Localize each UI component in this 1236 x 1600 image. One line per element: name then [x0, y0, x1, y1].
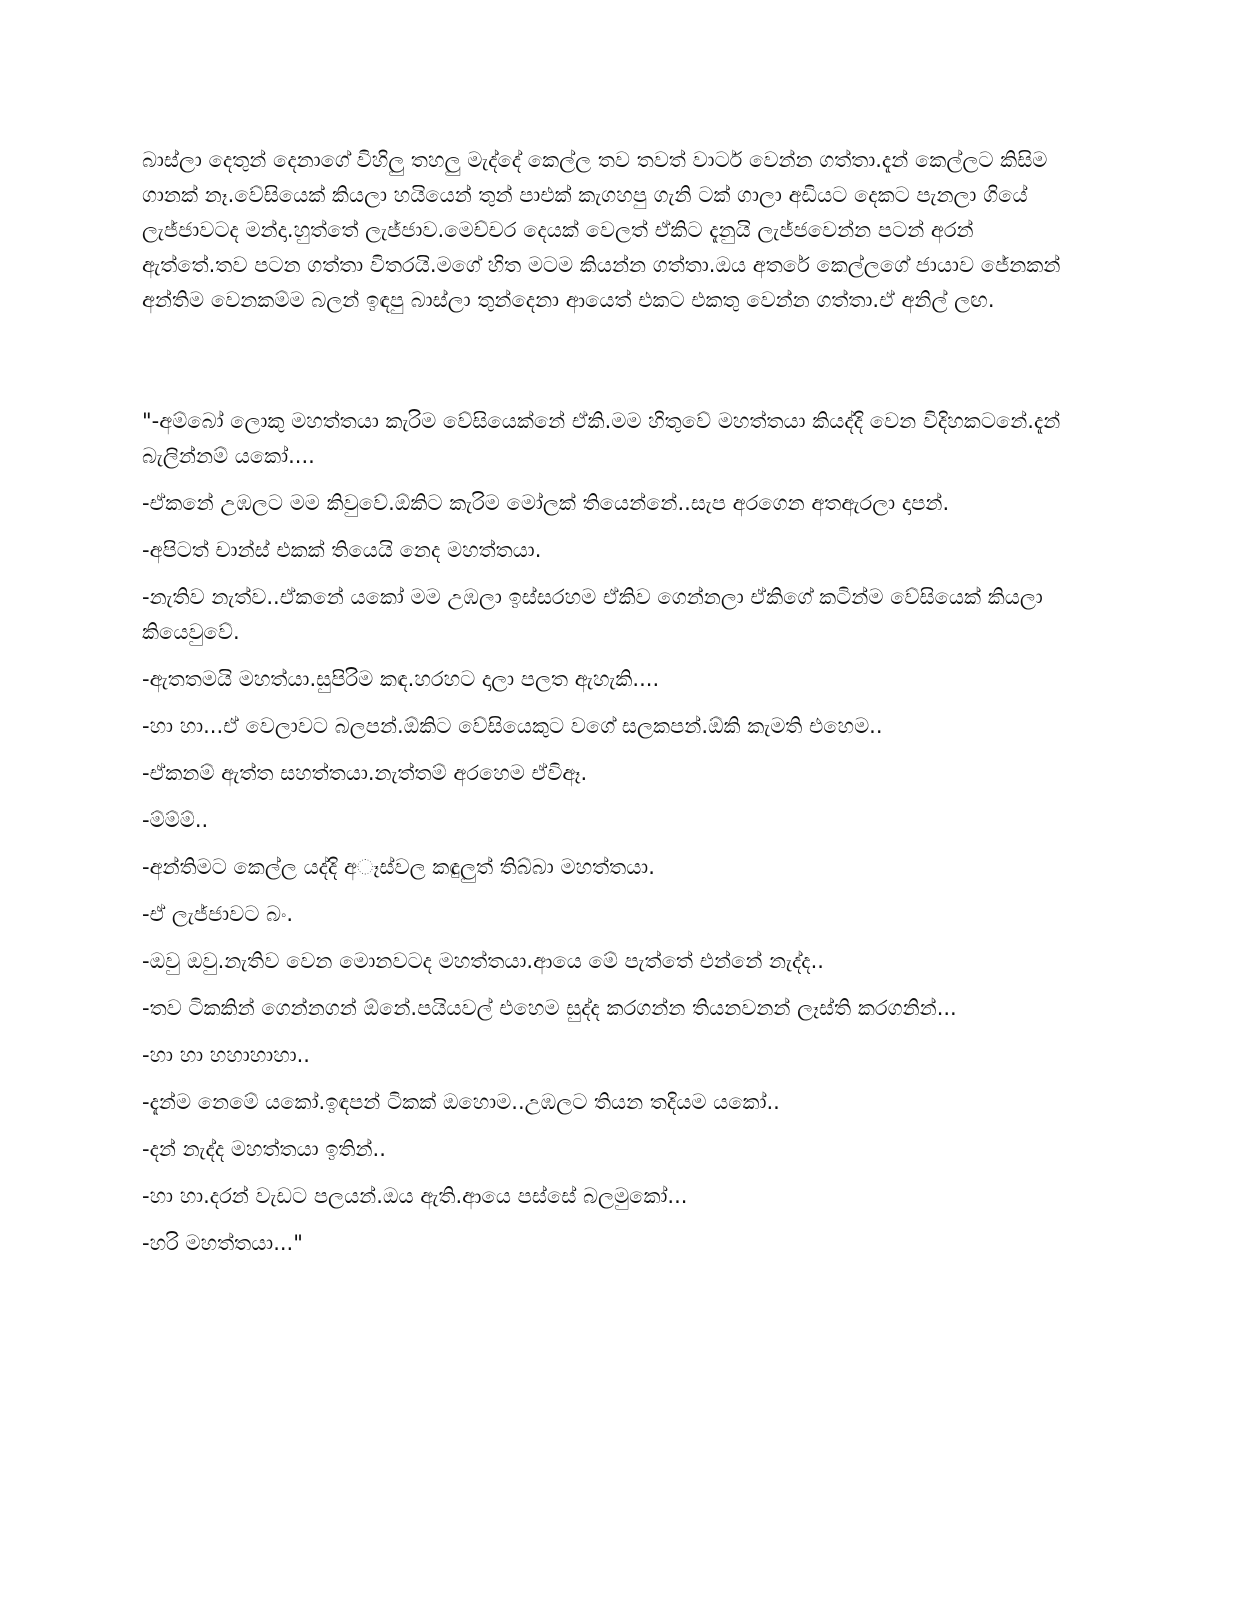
page-content	[142, 143, 1082, 1273]
dialogue-line: -ඒ ලැජ්ජාවට බං.	[142, 902, 294, 926]
dialogue-line: -හා හා හහාහාහා..	[142, 1043, 310, 1067]
dialogue-line: -නැතිව නැත්ව..ඒකනේ යකෝ මම උඹලා ඉස්සරහම ඒකිව ගෙන්නලා ඒකිගේ කටින්ම වේසියෙක් කියලා කියෙවුවේ.	[142, 585, 1043, 644]
dialogue-line: -දන් නැද්ද මහත්තයා ඉතින්..	[142, 1137, 386, 1161]
dialogue-line: -ඔවු ඔවු.නැතිව වෙන මොනවටද මහත්තයා.ආයෙ මේ පැත්තේ එන්නේ නැද්ද..	[142, 949, 824, 973]
dialogue-line: -ඒකනම් ඇත්ත සහත්තයා.නැත්තම් අරහෙම ඒවිඈ.	[142, 761, 588, 785]
dialogue-line: "-අම්බෝ ලොකු මහත්තයා කැරිම වේසියෙක්නේ ඒකි.මම හිතුවේ මහත්තයා කියද්දි වෙන විදිහකටනේ.දැන් බැලින්නම් යකෝ....	[142, 409, 1061, 468]
narration-paragraph: බාස්ලා දෙතුන් දෙනාගේ විහිලු තහලු මැද්දේ කෙල්ල තව තවත් වාටර් වෙන්න ගත්තා.දැන් කෙල්ලට කිසිම ගානක් නෑ.වේසියෙක් කියලා හයියෙන් තුන් පාඑක් කැගහපු ගැනි ටක් ගාලා අඩියට දෙකට පැනලා ගියේ ලැජ්ජාවටද මන්දා.හුත්තේ ලැජ්ජාව.මෙච්චර දෙයක් වෙලත් ඒකිට දැනුයි ලැජ්ජවෙන්න පටන් අරන් ඇත්තේ.තව පටන ගත්තා විතරයි.මගේ හිත මටම කියන්න ගත්තා.ඔය අතරේ කෙල්ලගේ ජායාව ජේනකන් අන්තිම වෙනකම්ම බලන් ඉඳපු බාස්ලා තුන්දෙනා ආයෙත් එකට එකතු වෙන්න ගත්තා.ඒ අනිල් ලඟ.	[142, 148, 1061, 312]
dialogue-line: -තව ටිකකින් ගෙන්නගන් ඕනේ.පයියවල් එහෙම සුද්ද කරගන්න තියනවනන් ලෑස්ති කරගනින්...	[142, 996, 957, 1020]
dialogue-line: -දැන්ම නෙමේ යකෝ.ඉඳපන් ටිකක් ඔහොම..උඹලට තියන තදියම යකෝ..	[142, 1090, 780, 1114]
dialogue-block	[142, 404, 1082, 1261]
dialogue-line: -ඇතතමයි මහත්යා.සුපිරිම කඳ.හරහට දාලා පලත ඇහැකි....	[142, 667, 660, 691]
dialogue-line: -හා හා.දරන් වැඩට පලයන්.ඔය ඇති.ආයෙ පස්සේ බලමුකෝ...	[142, 1184, 688, 1208]
dialogue-line: -ම්ම්ම්..	[142, 808, 209, 832]
dialogue-line: -අපිටත් චාන්ස් එකක් තියෙයි නෙද මහත්තයා.	[142, 538, 542, 562]
dialogue-line: -අන්තිමට කෙල්ල යද්දි අෑස්වල කඳුලුත් තිබ්බා මහත්තයා.	[142, 855, 655, 879]
dialogue-line: -හරි මහත්තයා..."	[142, 1231, 303, 1255]
dialogue-line: -හා හා...ඒ වෙලාවට බලපන්.ඕකිට වේසියෙකුට වගේ සලකපන්.ඕකි කැමති එහෙම..	[142, 714, 883, 738]
dialogue-line: -ඒකනේ උඹලට මම කිවුවේ.ඕකිට කැරිම මෝලක් තියෙන්නේ..සැප අරගෙන අතඇරලා දාපන්.	[142, 491, 950, 515]
